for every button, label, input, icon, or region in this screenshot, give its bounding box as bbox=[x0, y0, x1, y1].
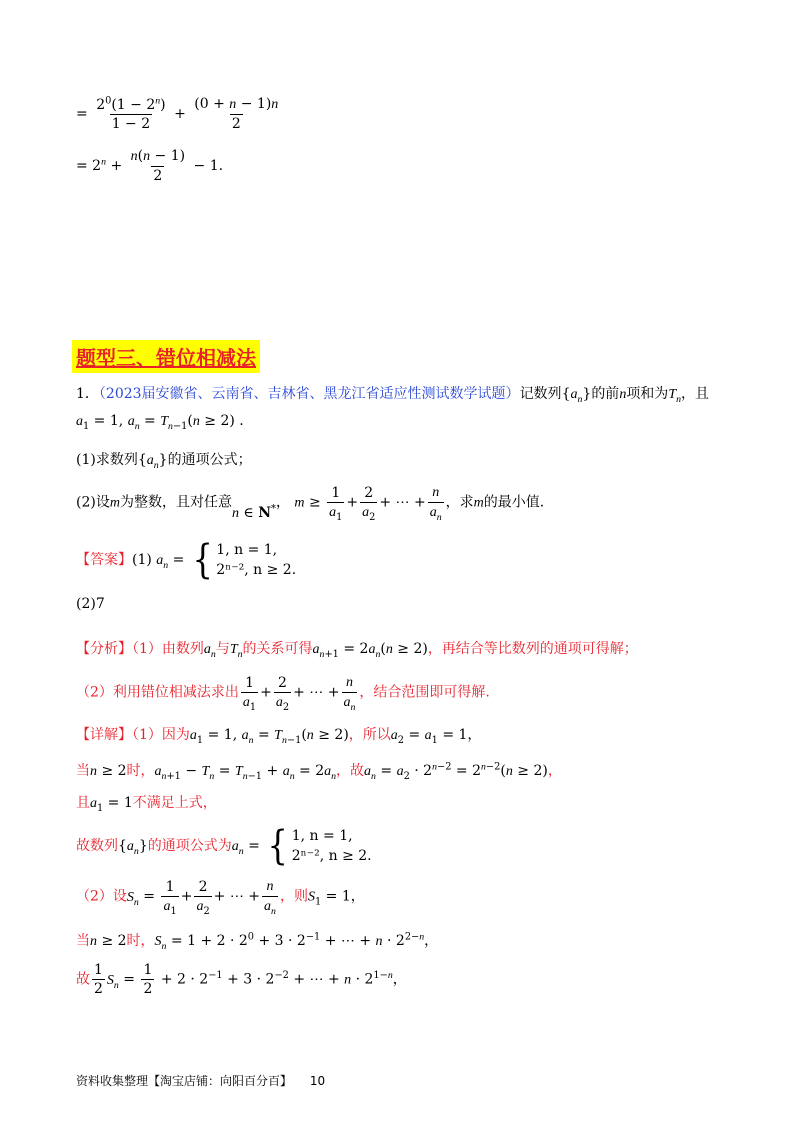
q2-text: 的最小值. bbox=[483, 494, 545, 511]
stem-text: ，且 bbox=[681, 386, 710, 402]
detail-line-2: 当n ≥ 2时，$a_{n+1} - T_n = T_{n-1} + a_n = 2a_n$，故$a_n = a_2 \cdot 2^{n-2} = 2^{n-2}(n \ge 2)$， bbox=[76, 761, 562, 782]
detail-text: （1）因为 bbox=[132, 727, 190, 743]
answer-case-1: 1, n = 1, bbox=[216, 542, 278, 558]
analysis-text: ，再结合等比数列的通项可得解； bbox=[427, 641, 638, 657]
page-number: 10 bbox=[309, 1074, 326, 1088]
detail-case-2: 2ⁿ⁻², n ≥ 2. bbox=[291, 848, 372, 864]
section-title: 题型三、错位相减法 bbox=[72, 340, 260, 373]
detail-text: 当 bbox=[76, 763, 90, 779]
analysis-line-1: 【分析】（1）由数列$a_n$与$T_n$的关系可得$a_{n+1} = 2a_n(n \ge 2)$，再结合等比数列的通项可得解； bbox=[76, 641, 638, 660]
answer-part-1: 【答案】(1) $a_n$ = { 1, n = 1, 2ⁿ⁻², n ≥ 2. bbox=[76, 537, 297, 583]
top-math-line-2: = $2^n$ + $\frac{n(n - 1)}{2}$ − 1. bbox=[76, 148, 224, 184]
detail-line-6: 当n ≥ 2时，$S_n = 1 + 2 \cdot 2^0 + 3 \cdot 2^{-1}$ + ⋯ + $n \cdot 2^{2-n}$， bbox=[76, 931, 439, 952]
detail-text: 且 bbox=[76, 795, 90, 811]
detail-text: 故数列 bbox=[76, 838, 118, 854]
detail-text: 时， bbox=[126, 763, 155, 779]
analysis-text: 与 bbox=[215, 641, 230, 657]
detail-line-4: 故数列$\{a_n\}$的通项公式为$a_n$ = { 1, n = 1, 2ⁿ⁻², n ≥ 2. bbox=[76, 823, 372, 869]
detail-line-7: 故 $\frac{1}{2}$ $S_n$ = $\frac{1}{2}$ + $2 \cdot 2^{-1} + 3 \cdot 2^{-2}$ + ⋯ + $n \cdot 2^{1-n}$， bbox=[76, 962, 407, 997]
problem-number: 1． bbox=[76, 386, 99, 402]
detail-label: 【详解】 bbox=[76, 727, 132, 743]
analysis-label: 【分析】 bbox=[76, 641, 132, 657]
problem-condition: $a_1 = 1$, $a_n = T_{n-1}(n \ge 2)$ . bbox=[76, 413, 244, 432]
detail-text: ，故 bbox=[336, 763, 365, 779]
stem-text: 记数列 bbox=[519, 386, 562, 402]
detail-case-1: 1, n = 1, bbox=[291, 828, 353, 844]
detail-line-3: 且$a_1 = 1$不满足上式， bbox=[76, 795, 217, 814]
answer-prefix: (1) bbox=[132, 552, 152, 568]
q2-text: 为整数，且对任意 bbox=[119, 494, 232, 511]
detail-text: （2）设 bbox=[76, 888, 127, 905]
analysis-text: （1）由数列 bbox=[132, 641, 204, 657]
q2-text: (2)设 bbox=[76, 494, 110, 511]
detail-text: ，所以 bbox=[348, 727, 391, 743]
stem-text: 项和为 bbox=[626, 386, 669, 402]
problem-source: （2023届安徽省、云南省、吉林省、黑龙江省适应性测试数学试题） bbox=[98, 386, 520, 402]
detail-text: ，则 bbox=[279, 888, 308, 905]
analysis-line-2: （2）利用错位相减法求出 $\frac{1}{a_1}$ + $\frac{2}{a_2}$ + ⋯ + $\frac{n}{a_n}$ ，结合范围即可得解. bbox=[76, 674, 490, 713]
answer-label: 【答案】 bbox=[76, 552, 132, 568]
answer-case-2: 2ⁿ⁻², n ≥ 2. bbox=[216, 562, 297, 578]
detail-text: 的通项公式为 bbox=[147, 838, 232, 854]
detail-text: 不满足上式， bbox=[132, 795, 217, 811]
page-footer bbox=[76, 1072, 325, 1089]
stem-text: 的前 bbox=[591, 386, 620, 402]
footer-text: 资料收集整理【淘宝店铺：向阳百分百】 bbox=[76, 1074, 293, 1088]
question-2: (2)设m为整数，且对任意n ∈ N*， m ≥ $\frac{1}{a_1}$ + $\frac{2}{a_2}$ + ⋯ + $\frac{n}{a_n}$ ，求m的最小值. bbox=[76, 484, 545, 523]
detail-text: 时， bbox=[126, 933, 155, 949]
analysis-text: ，结合范围即可得解. bbox=[359, 684, 490, 701]
analysis-text: 的关系可得 bbox=[242, 641, 313, 657]
problem-stem: 1．（2023届安徽省、云南省、吉林省、黑龙江省适应性测试数学试题）记数列$\{a_n\}$的前n项和为$T_n$，且 bbox=[76, 386, 710, 405]
top-math-line-1: = $\frac{2^0(1 - 2^n)}{1 - 2}$ + $\frac{(0 + n - 1)n}{2}$ bbox=[76, 94, 279, 132]
q2-text: ，求 bbox=[445, 494, 474, 511]
question-1: (1)求数列$\{a_n\}$的通项公式； bbox=[76, 452, 252, 471]
detail-line-1: 【详解】（1）因为$a_1 = 1$, $a_n = T_{n-1}(n \ge 2)$，所以$a_2 = a_1 = 1$， bbox=[76, 727, 482, 746]
answer-part-2: (2)7 bbox=[76, 596, 105, 612]
detail-text: 故 bbox=[76, 971, 90, 988]
analysis-text: （2）利用错位相减法求出 bbox=[76, 684, 239, 701]
detail-line-5: （2）设$S_n$ = $\frac{1}{a_1}$ + $\frac{2}{a_2}$ + ⋯ + $\frac{n}{a_n}$ ，则$S_1 = 1$， bbox=[76, 878, 365, 917]
detail-text: 当 bbox=[76, 933, 90, 949]
